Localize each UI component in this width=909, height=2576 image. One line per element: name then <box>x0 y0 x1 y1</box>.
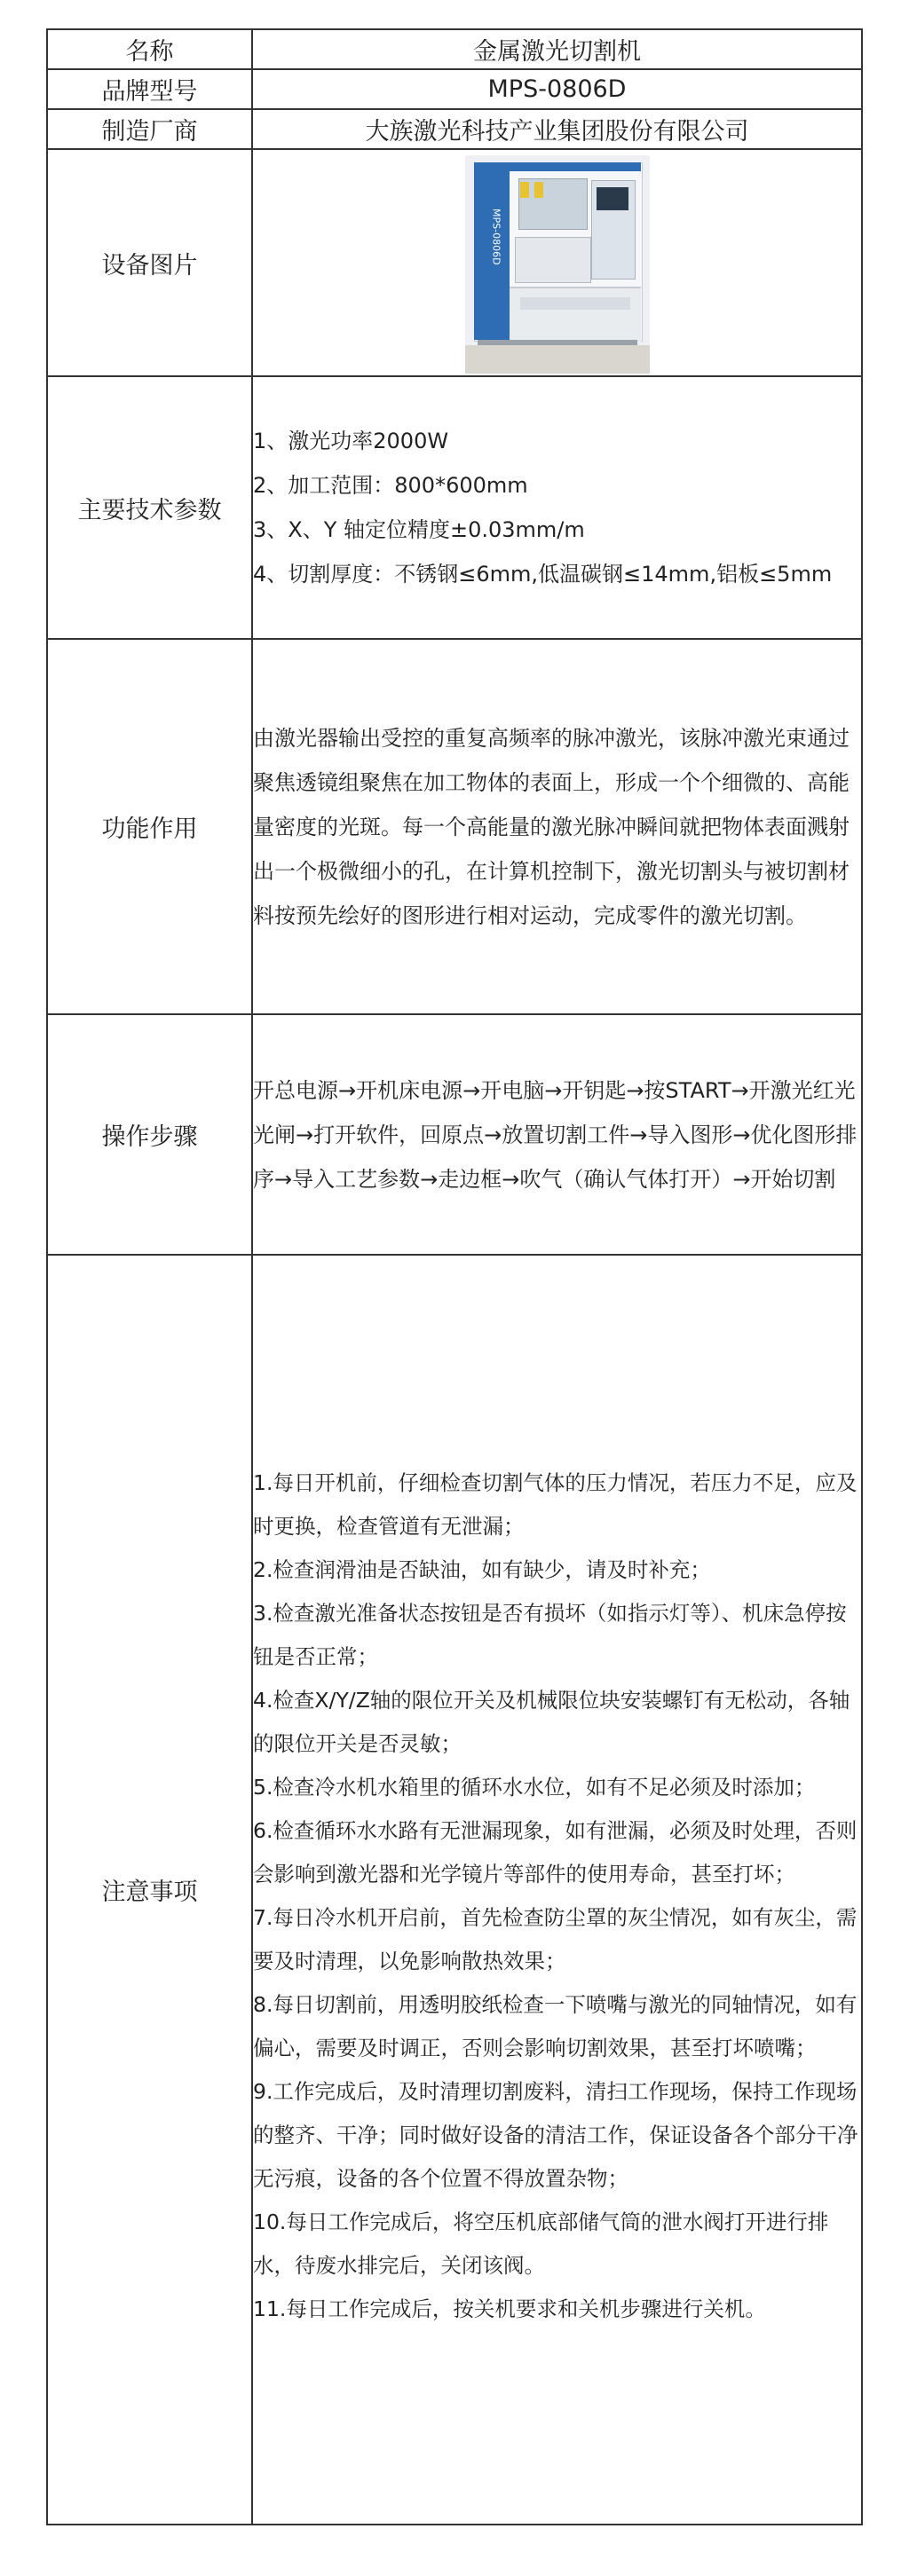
param-list <box>253 419 861 596</box>
steps-text: 开总电源→开机床电源→开电脑→开钥匙→按START→开激光红光光闸→打开软件，回原点→放置切割工件→导入图形→优化图形排序→导入工艺参数→走边框→吹气（确认气体打开）→开始切割 <box>253 1077 858 1192</box>
label-params: 主要技术参数 <box>47 376 252 639</box>
row-function <box>47 639 862 1014</box>
value-maker: 大族激光科技产业集团股份有限公司 <box>252 109 862 149</box>
machine-feet <box>478 340 637 345</box>
param-item: 2、加工范围：800*600mm <box>253 473 528 498</box>
note-item: 3.检查激光准备状态按钮是否有损坏（如指示灯等）、机床急停按钮是否正常； <box>253 1600 847 1669</box>
label-function: 功能作用 <box>47 639 252 1014</box>
param-item: 1、激光功率2000W <box>253 429 449 453</box>
label-steps: 操作步骤 <box>47 1014 252 1255</box>
value-model: MPS-0806D <box>252 69 862 109</box>
row-name <box>47 29 862 69</box>
machine-side-text: MPS-0806D <box>490 209 502 265</box>
note-item: 1.每日开机前，仔细检查切割气体的压力情况，若压力不足，应及时更换，检查管道有无泄漏； <box>253 1469 858 1539</box>
function-cell <box>252 639 862 1014</box>
param-item: 4、切割厚度：不锈钢≤6mm,低温碳钢≤14mm,铝板≤5mm <box>253 562 833 587</box>
row-maker <box>47 109 862 149</box>
note-item: 8.每日切割前，用透明胶纸检查一下喷嘴与激光的同轴情况，如有偏心，需要及时调正，否则会影响切割效果，甚至打坏喷嘴； <box>253 1991 858 2060</box>
label-maker: 制造厂商 <box>47 109 252 149</box>
note-item: 6.检查循环水水路有无泄漏现象，如有泄漏，必须及时处理，否则会影响到激光器和光学镜片等部件的使用寿命，甚至打坏； <box>253 1817 858 1887</box>
label-model: 品牌型号 <box>47 69 252 109</box>
machine-floor <box>465 345 650 374</box>
row-photo <box>47 149 862 376</box>
warning-label <box>520 182 529 198</box>
label-notes: 注意事项 <box>47 1255 252 2525</box>
note-list <box>253 1449 861 2331</box>
machine-photo <box>465 155 650 374</box>
machine-top-bar <box>510 162 641 171</box>
note-item: 10.每日工作完成后，将空压机底部储气筒的泄水阀打开进行排水，待废水排完后，关闭该阀。 <box>253 2209 829 2278</box>
function-text: 由激光器输出受控的重复高频率的脉冲激光，该脉冲激光束通过聚焦透镜组聚焦在加工物体的表面上，形成一个个细微的、高能量密度的光斑。每一个高能量的激光脉冲瞬间就把物体表面溅射出一个极微细小的孔，在计算机控制下，激光切割头与被切割材料按预先绘好的图形进行相对运动，完成零件的激光切割。 <box>253 725 850 928</box>
machine-screen <box>597 187 628 210</box>
note-item: 5.检查冷水机水箱里的循环水水位，如有不足必须及时添加； <box>253 1774 816 1800</box>
photo-cell <box>252 149 862 376</box>
machine-base <box>510 287 641 342</box>
machine-door <box>515 237 591 283</box>
steps-cell <box>252 1014 862 1255</box>
note-item: 4.检查X/Y/Z轴的限位开关及机械限位块安装螺钉有无松动，各轴的限位开关是否灵敏； <box>253 1687 850 1756</box>
value-name: 金属激光切割机 <box>252 29 862 69</box>
row-params <box>47 376 862 639</box>
label-name: 名称 <box>47 29 252 69</box>
row-steps <box>47 1014 862 1255</box>
label-photo: 设备图片 <box>47 149 252 376</box>
notes-cell <box>252 1255 862 2525</box>
note-item: 11.每日工作完成后，按关机要求和关机步骤进行关机。 <box>253 2296 766 2321</box>
note-item: 2.检查润滑油是否缺油，如有缺少，请及时补充； <box>253 1556 711 1582</box>
note-item: 9.工作完成后，及时清理切割废料，清扫工作现场，保持工作现场的整齐、干净；同时做好设备的清洁工作，保证设备各个部分干净无污痕，设备的各个位置不得放置杂物； <box>253 2078 858 2191</box>
params-cell <box>252 376 862 639</box>
row-model <box>47 69 862 109</box>
equipment-spec-table <box>46 28 863 2525</box>
row-notes <box>47 1255 862 2525</box>
machine-drawer <box>520 297 630 310</box>
note-item: 7.每日冷水机开启前，首先检查防尘罩的灰尘情况，如有灰尘，需要及时清理，以免影响散热效果； <box>253 1904 858 1973</box>
param-item: 3、X、Y 轴定位精度±0.03mm/m <box>253 517 585 542</box>
warning-label <box>534 182 543 198</box>
